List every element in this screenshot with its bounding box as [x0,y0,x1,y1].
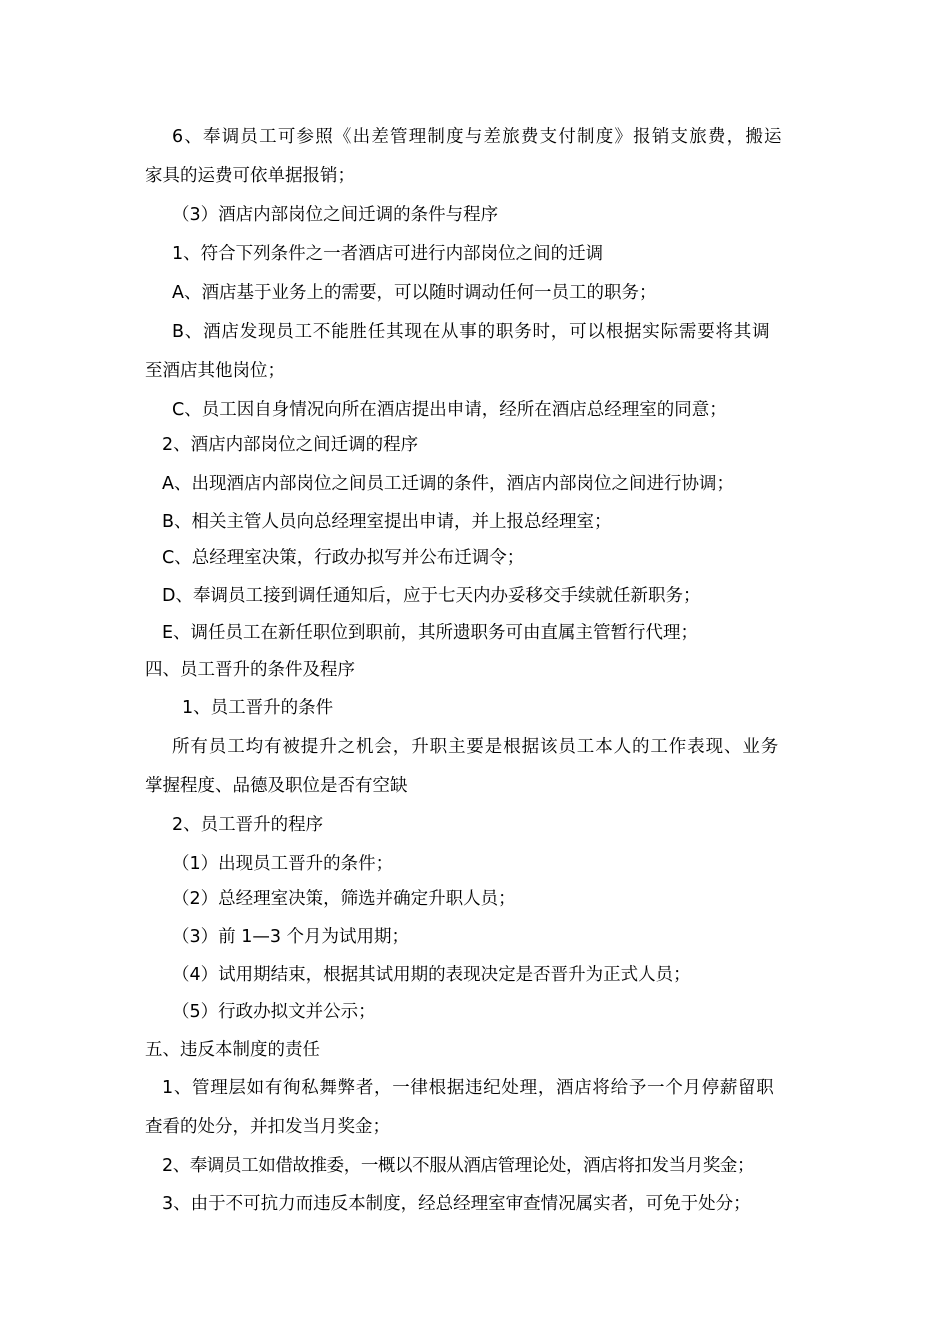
text-line: 3、由于不可抗力而违反本制度，经总经理室审查情况属实者，可免于处分； [162,1194,751,1214]
text-line: B、相关主管人员向总经理室提出申请，并上报总经理室； [162,512,612,532]
text-line: 6、奉调员工可参照《出差管理制度与差旅费支付制度》报销支旅费，搬运 [172,127,783,147]
text-line: （1）出现员工晋升的条件； [172,854,394,874]
text-line: （4）试用期结束，根据其试用期的表现决定是否晋升为正式人员； [172,965,691,985]
text-line: 2、员工晋升的程序 [172,815,324,835]
text-line: B、酒店发现员工不能胜任其现在从事的职务时，可以根据实际需要将其调 [172,322,771,342]
text-line: 2、酒店内部岗位之间迁调的程序 [162,435,419,455]
text-line: C、员工因自身情况向所在酒店提出申请，经所在酒店总经理室的同意； [172,400,727,420]
text-line: （3）前 1—3 个月为试用期； [172,927,410,947]
text-line: 查看的处分，并扣发当月奖金； [145,1117,390,1137]
text-line: E、调任员工在新任职位到职前，其所遗职务可由直属主管暂行代理； [162,623,699,643]
text-line: （3）酒店内部岗位之间迁调的条件与程序 [172,205,499,225]
text-line: 掌握程度、品德及职位是否有空缺 [145,776,408,796]
text-line: 1、符合下列条件之一者酒店可进行内部岗位之间的迁调 [172,244,604,264]
text-line: 所有员工均有被提升之机会，升职主要是根据该员工本人的工作表现、业务 [172,737,780,757]
text-line: （5）行政办拟文并公示； [172,1002,376,1022]
text-line: C、总经理室决策，行政办拟写并公布迁调令； [162,548,525,568]
text-line: D、奉调员工接到调任通知后，应于七天内办妥移交手续就任新职务； [162,586,701,606]
text-line: 至酒店其他岗位； [145,361,285,381]
section-heading: 五、违反本制度的责任 [145,1040,320,1060]
section-heading: 四、员工晋升的条件及程序 [145,660,355,680]
text-line: 家具的运费可依单据报销； [145,166,355,186]
text-line: A、出现酒店内部岗位之间员工迁调的条件，酒店内部岗位之间进行协调； [162,474,734,494]
text-line: 1、员工晋升的条件 [182,698,334,718]
text-line: （2）总经理室决策，筛选并确定升职人员； [172,889,516,909]
text-line: A、酒店基于业务上的需要，可以随时调动任何一员工的职务； [172,283,657,303]
text-line: 2、奉调员工如借故推委，一概以不服从酒店管理论处，酒店将扣发当月奖金； [162,1156,755,1176]
text-line: 1、管理层如有徇私舞弊者，一律根据违纪处理，酒店将给予一个月停薪留职 [162,1078,775,1098]
